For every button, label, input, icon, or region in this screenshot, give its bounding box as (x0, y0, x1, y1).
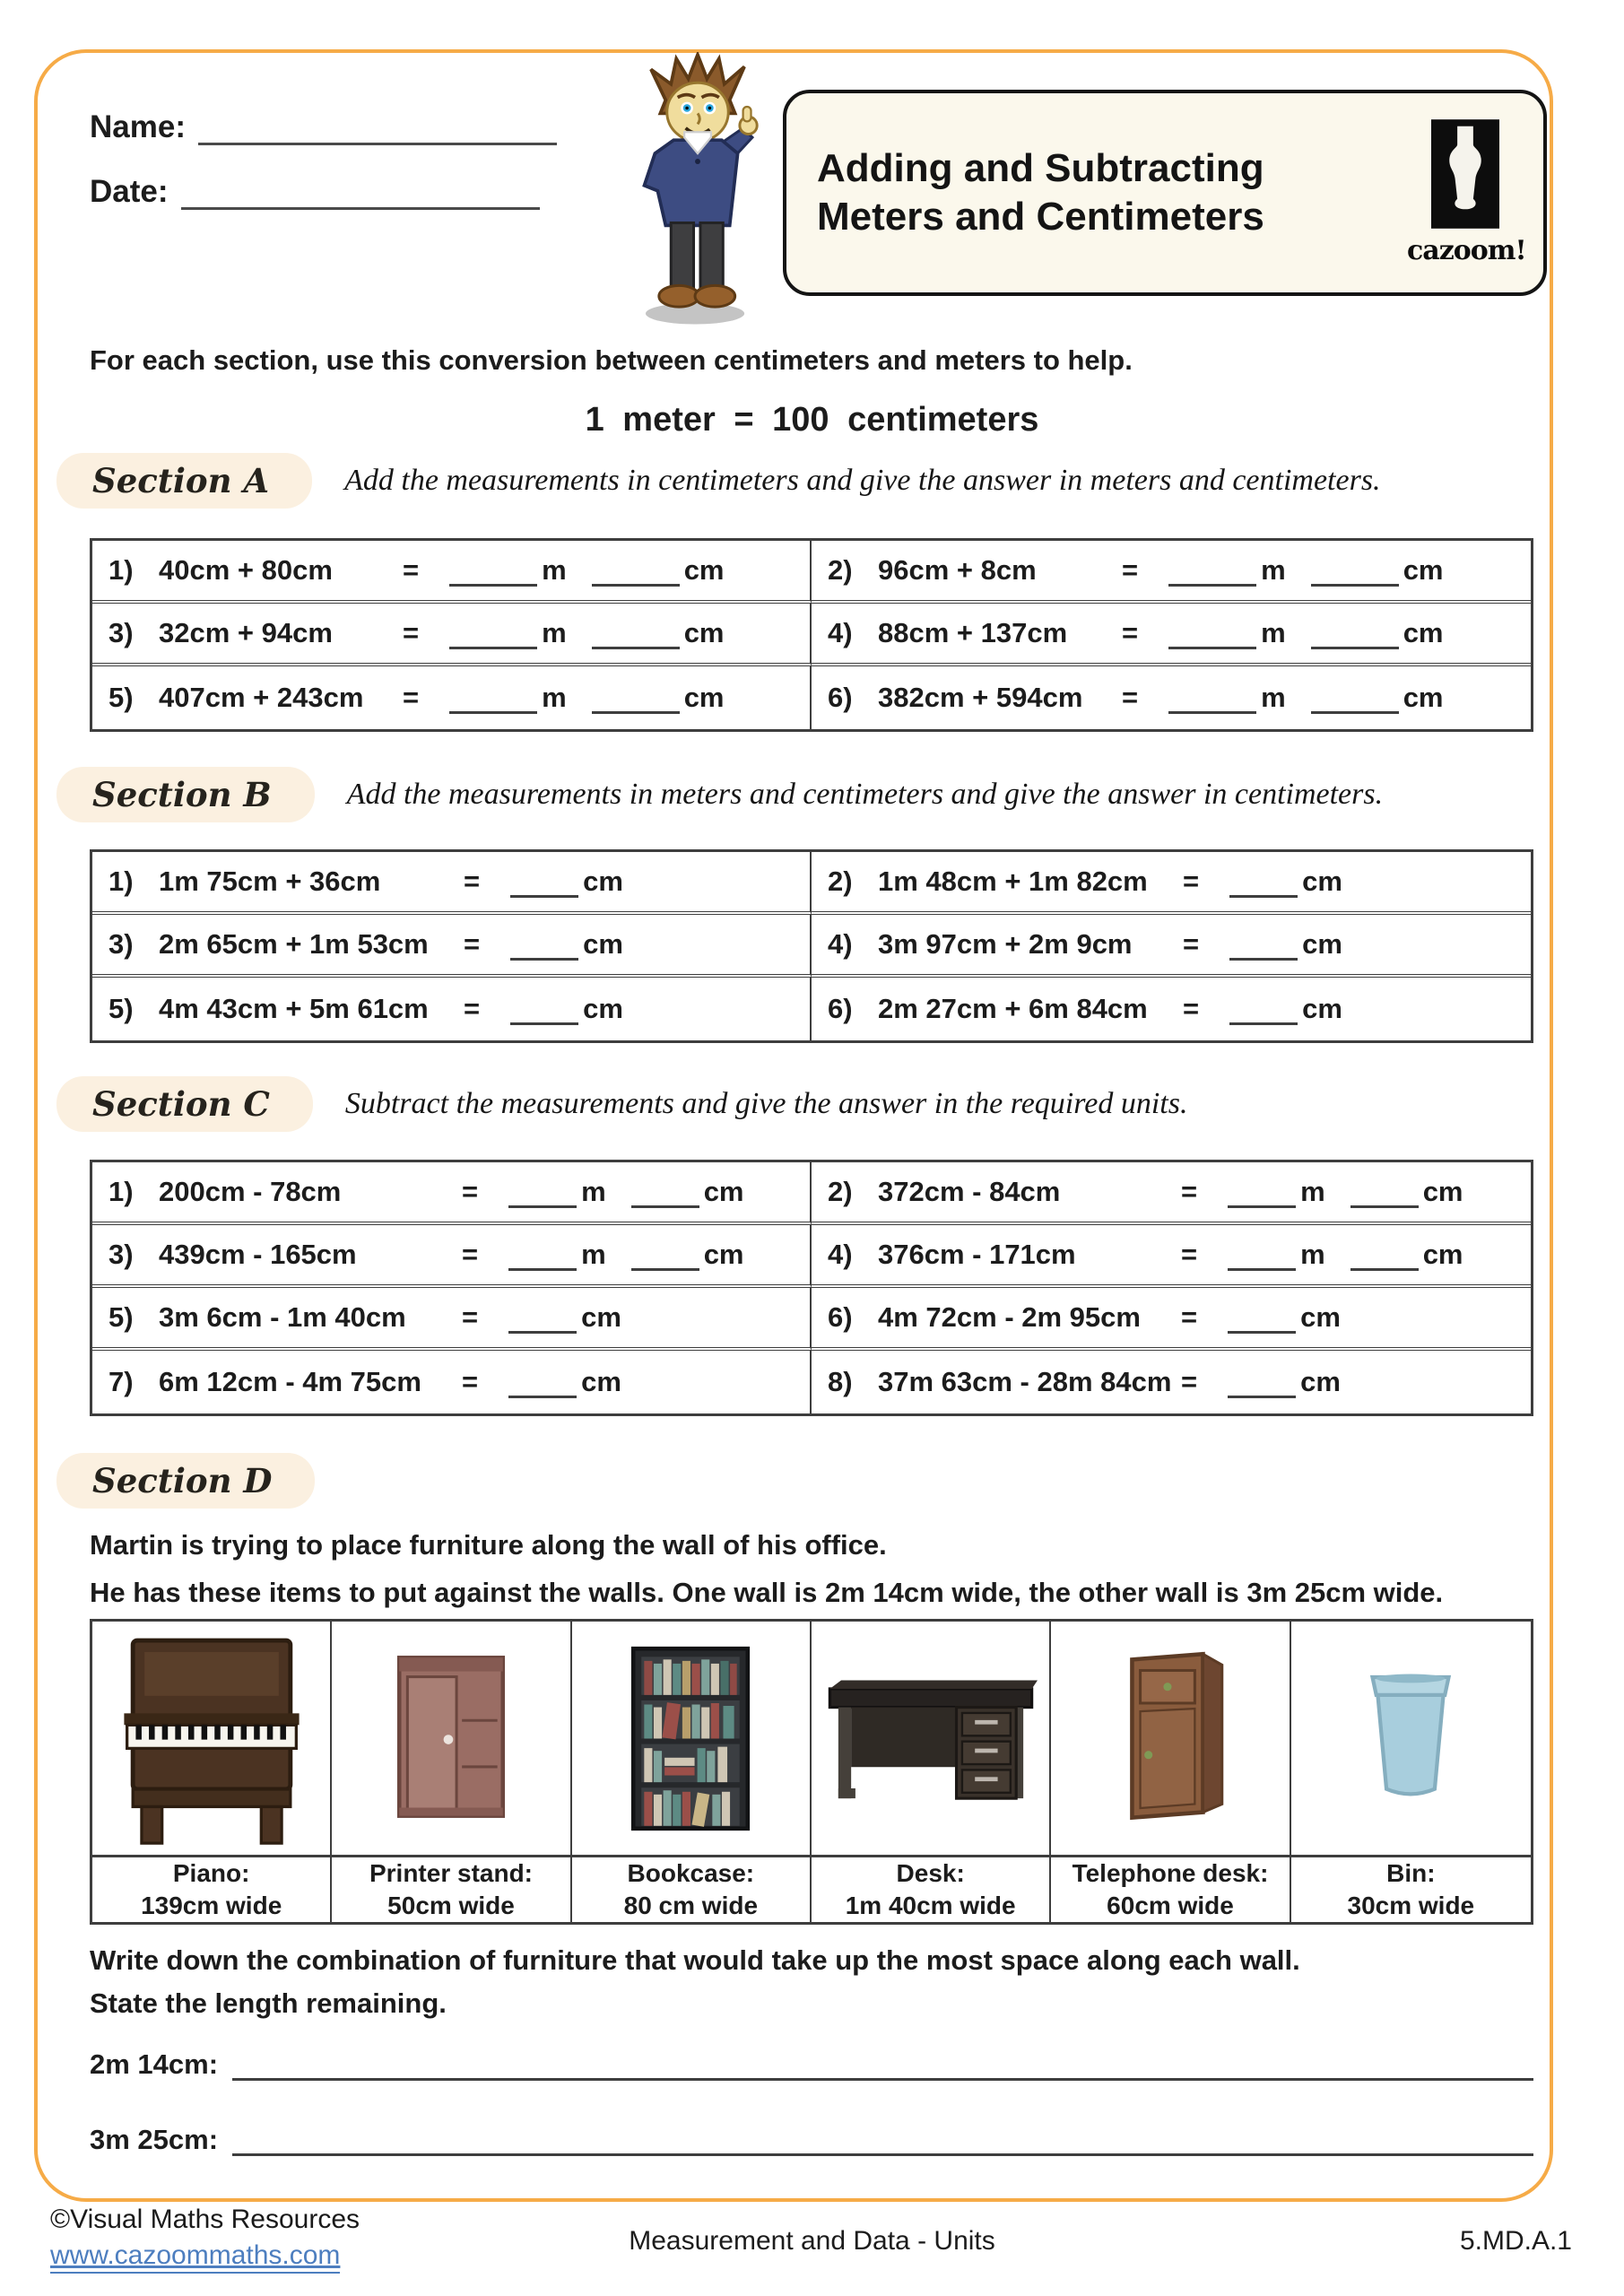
answer-blank (1168, 682, 1256, 714)
problem-cell (812, 604, 1531, 666)
furniture-label (812, 1855, 1049, 1922)
equals-sign: = (1181, 1366, 1198, 1397)
answer-blank (1350, 1239, 1419, 1271)
desk-icon (812, 1622, 1049, 1855)
unit-label: cm (703, 1239, 744, 1270)
problem-expression: 1m 48cm + 1m 82cm (878, 865, 1148, 897)
answer-blank (1228, 1301, 1296, 1334)
furniture-label (1291, 1855, 1531, 1922)
unit-label: cm (1302, 993, 1342, 1024)
unit-label: cm (583, 993, 623, 1024)
answer-blank (508, 1176, 577, 1208)
answer-blank (592, 682, 680, 714)
unit-label: cm (1300, 1366, 1341, 1397)
problem-expression: 96cm + 8cm (878, 554, 1037, 586)
cartoon-boy-mascot (617, 52, 778, 330)
cazoom-logo-icon (1431, 119, 1499, 229)
problem-cell (92, 1288, 812, 1351)
unit-label: m (581, 1176, 606, 1207)
equals-sign: = (462, 1176, 479, 1207)
problem-expression: 376cm - 171cm (878, 1239, 1076, 1270)
furniture-width: 80 cm wide (623, 1892, 759, 1919)
section-d-text-1: Martin is trying to place furniture along the wall of his office. (90, 1529, 887, 1561)
unit-label: m (542, 682, 567, 713)
furniture-cell (812, 1622, 1051, 1922)
answer-blank (510, 993, 578, 1025)
equals-sign: = (464, 993, 481, 1024)
problem-number: 7) (109, 1366, 134, 1397)
problem-number: 5) (109, 682, 134, 713)
piano-icon (92, 1622, 330, 1855)
answer-blank (510, 928, 578, 961)
unit-label: cm (1300, 1301, 1341, 1333)
furniture-width: 60cm wide (1107, 1892, 1234, 1919)
problem-number: 1) (109, 1176, 134, 1207)
furniture-width: 50cm wide (387, 1892, 515, 1919)
answer-blank (1229, 865, 1298, 898)
answer-blank (449, 617, 537, 649)
problem-expression: 40cm + 80cm (159, 554, 333, 586)
problem-number: 5) (109, 993, 134, 1024)
equals-sign: = (403, 682, 420, 713)
problem-expression: 372cm - 84cm (878, 1176, 1061, 1207)
equals-sign: = (1183, 928, 1200, 960)
conversion-statement: 1 meter = 100 centimeters (585, 401, 1039, 439)
equals-sign: = (1181, 1239, 1198, 1270)
unit-label: cm (1403, 617, 1444, 648)
furniture-name: Bookcase: (627, 1859, 755, 1888)
unit-label: cm (1422, 1239, 1463, 1270)
answer-blank (1311, 682, 1399, 714)
answer-blank (510, 865, 578, 898)
unit-label: cm (581, 1366, 621, 1397)
date-label: Date: (90, 174, 169, 209)
furniture-cell (1051, 1622, 1290, 1922)
problem-number: 3) (109, 617, 134, 648)
section-b-header (56, 767, 1383, 822)
problem-number: 4) (828, 928, 853, 960)
problem-number: 3) (109, 928, 134, 960)
problem-expression: 200cm - 78cm (159, 1176, 342, 1207)
problem-cell (812, 1225, 1531, 1288)
problem-number: 4) (828, 617, 853, 648)
wall-answer-write-line (232, 2034, 1533, 2081)
unit-label: cm (1302, 928, 1342, 960)
answer-blank (1228, 1176, 1296, 1208)
answer-blank (631, 1239, 699, 1271)
equals-sign: = (462, 1239, 479, 1270)
worksheet-title-box (783, 90, 1547, 296)
answer-blank (508, 1301, 577, 1334)
furniture-label (332, 1855, 569, 1922)
problem-expression: 88cm + 137cm (878, 617, 1068, 648)
unit-label: cm (683, 617, 725, 648)
answer-blank (508, 1366, 577, 1398)
unit-label: cm (583, 865, 623, 897)
problem-number: 1) (109, 865, 134, 897)
title-line-2: Meters and Centimeters (817, 195, 1264, 239)
equals-sign: = (1183, 865, 1200, 897)
problem-number: 5) (109, 1301, 134, 1333)
answer-blank (1228, 1239, 1296, 1271)
answer-blank (592, 554, 680, 587)
problem-cell (92, 1351, 812, 1413)
section-d-pill: Section D (56, 1453, 315, 1509)
problem-number: 6) (828, 1301, 853, 1333)
unit-label: m (1300, 1176, 1325, 1207)
unit-label: cm (1403, 554, 1444, 586)
answer-blank (1311, 617, 1399, 649)
furniture-name: Bin: (1386, 1859, 1436, 1888)
problem-expression: 3m 6cm - 1m 40cm (159, 1301, 406, 1333)
problem-cell (812, 852, 1531, 915)
telephone-desk-icon (1051, 1622, 1289, 1855)
section-b-table (90, 849, 1533, 1043)
problem-cell (812, 1288, 1531, 1351)
problem-expression: 3m 97cm + 2m 9cm (878, 928, 1133, 960)
problem-number: 6) (828, 682, 853, 713)
wall-answer-label: 3m 25cm: (90, 2124, 219, 2155)
equals-sign: = (462, 1366, 479, 1397)
equals-sign: = (1122, 554, 1139, 586)
equals-sign: = (1122, 617, 1139, 648)
unit-label: cm (1403, 682, 1444, 713)
unit-label: m (1300, 1239, 1325, 1270)
problem-cell (92, 978, 812, 1040)
equals-sign: = (462, 1301, 479, 1333)
unit-label: m (1261, 554, 1286, 586)
unit-label: m (1261, 617, 1286, 648)
furniture-label (572, 1855, 810, 1922)
furniture-cell (1291, 1622, 1531, 1922)
section-b-pill: Section B (56, 767, 315, 822)
answer-blank (508, 1239, 577, 1271)
unit-label: m (1261, 682, 1286, 713)
problem-number: 3) (109, 1239, 134, 1270)
intro-instruction: For each section, use this conversion between centimeters and meters to help. (90, 344, 1133, 376)
furniture-width: 139cm wide (141, 1892, 282, 1919)
answer-blank (1168, 617, 1256, 649)
bin-icon (1291, 1622, 1531, 1855)
answer-blank (449, 554, 537, 587)
furniture-name: Piano: (172, 1859, 250, 1888)
section-d-question-1: Write down the combination of furniture that would take up the most space along each wall. (90, 1944, 1300, 1976)
answer-blank (1350, 1176, 1419, 1208)
name-write-line (198, 99, 557, 145)
furniture-name: Desk: (896, 1859, 965, 1888)
problem-number: 2) (828, 865, 853, 897)
equals-sign: = (403, 617, 420, 648)
wall-answer-row (90, 2109, 1533, 2156)
furniture-width: 30cm wide (1347, 1892, 1475, 1919)
problem-cell (92, 666, 812, 729)
cazoom-logo (1407, 119, 1524, 266)
section-a-pill: Section A (56, 453, 312, 509)
furniture-width: 1m 40cm wide (845, 1892, 1016, 1919)
equals-sign: = (1122, 682, 1139, 713)
problem-cell (92, 541, 812, 604)
problem-cell (812, 1351, 1531, 1413)
footer-copyright: ©Visual Maths Resources (50, 2205, 360, 2234)
unit-label: cm (703, 1176, 744, 1207)
problem-cell (92, 604, 812, 666)
worksheet-title (817, 144, 1407, 240)
equals-sign: = (1181, 1176, 1198, 1207)
section-c-pill: Section C (56, 1076, 313, 1132)
bookcase-icon (572, 1622, 810, 1855)
unit-label: m (542, 554, 567, 586)
problem-number: 2) (828, 554, 853, 586)
name-label: Name: (90, 109, 186, 144)
unit-label: cm (683, 554, 725, 586)
problem-number: 6) (828, 993, 853, 1024)
section-a-description: Add the measurements in centimeters and give the answer in meters and centimeters. (344, 464, 1381, 497)
answer-blank (1229, 928, 1298, 961)
problem-number: 8) (828, 1366, 853, 1397)
equals-sign: = (1183, 993, 1200, 1024)
date-field-row (90, 163, 540, 210)
problem-cell (92, 1225, 812, 1288)
section-c-description: Subtract the measurements and give the answer in the required units. (344, 1087, 1188, 1120)
answer-blank (631, 1176, 699, 1208)
unit-label: cm (581, 1301, 621, 1333)
wall-answer-label: 2m 14cm: (90, 2048, 219, 2080)
problem-expression: 382cm + 594cm (878, 682, 1083, 713)
equals-sign: = (1181, 1301, 1198, 1333)
answer-blank (449, 682, 537, 714)
answer-blank (1228, 1366, 1296, 1398)
boy-illustration-icon (617, 52, 778, 326)
problem-expression: 439cm - 165cm (159, 1239, 357, 1270)
section-a-header (56, 453, 1381, 509)
furniture-table (90, 1619, 1533, 1925)
problem-number: 4) (828, 1239, 853, 1270)
furniture-label (1051, 1855, 1289, 1922)
problem-cell (812, 541, 1531, 604)
problem-expression: 1m 75cm + 36cm (159, 865, 381, 897)
problem-expression: 4m 72cm - 2m 95cm (878, 1301, 1141, 1333)
unit-label: m (542, 617, 567, 648)
problem-number: 2) (828, 1176, 853, 1207)
footer-standard-code: 5.MD.A.1 (1459, 2226, 1572, 2256)
name-field-row (90, 99, 557, 145)
problem-cell (92, 852, 812, 915)
problem-number: 1) (109, 554, 134, 586)
printer-stand-icon (332, 1622, 569, 1855)
section-c-header (56, 1076, 1187, 1132)
equals-sign: = (403, 554, 420, 586)
problem-cell (92, 1162, 812, 1225)
section-b-description: Add the measurements in meters and centimeters and give the answer in centimeters. (346, 778, 1384, 811)
problem-expression: 407cm + 243cm (159, 682, 364, 713)
unit-label: cm (583, 928, 623, 960)
section-c-table (90, 1160, 1533, 1416)
section-a-table (90, 538, 1533, 732)
answer-blank (1311, 554, 1399, 587)
equals-sign: = (464, 928, 481, 960)
footer-website-link[interactable]: www.cazoommaths.com (50, 2240, 340, 2274)
problem-expression: 32cm + 94cm (159, 617, 333, 648)
furniture-name: Telephone desk: (1072, 1859, 1269, 1888)
footer-topic: Measurement and Data - Units (629, 2226, 995, 2256)
wall-answer-row (90, 2034, 1533, 2081)
problem-cell (812, 978, 1531, 1040)
wall-answer-write-line (232, 2109, 1533, 2156)
problem-expression: 4m 43cm + 5m 61cm (159, 993, 429, 1024)
answer-blank (592, 617, 680, 649)
furniture-label (92, 1855, 330, 1922)
section-d-question-2: State the length remaining. (90, 1987, 447, 2019)
furniture-cell (572, 1622, 812, 1922)
title-line-1: Adding and Subtracting (817, 146, 1264, 191)
problem-expression: 2m 65cm + 1m 53cm (159, 928, 429, 960)
furniture-cell (92, 1622, 332, 1922)
problem-cell (812, 915, 1531, 978)
problem-cell (92, 915, 812, 978)
section-d-text-2: He has these items to put against the walls. One wall is 2m 14cm wide, the other wall is 3m 25cm wide. (90, 1577, 1444, 1608)
problem-cell (812, 666, 1531, 729)
problem-expression: 37m 63cm - 28m 84cm (878, 1366, 1172, 1397)
equals-sign: = (464, 865, 481, 897)
furniture-cell (332, 1622, 571, 1922)
problem-cell (812, 1162, 1531, 1225)
furniture-name: Printer stand: (369, 1859, 533, 1888)
unit-label: cm (1422, 1176, 1463, 1207)
unit-label: cm (683, 682, 725, 713)
answer-blank (1229, 993, 1298, 1025)
unit-label: m (581, 1239, 606, 1270)
date-write-line (181, 163, 540, 210)
section-d-header (56, 1453, 315, 1509)
problem-expression: 6m 12cm - 4m 75cm (159, 1366, 421, 1397)
problem-expression: 2m 27cm + 6m 84cm (878, 993, 1148, 1024)
answer-blank (1168, 554, 1256, 587)
cazoom-logo-text: cazoom! (1407, 235, 1526, 266)
unit-label: cm (1302, 865, 1342, 897)
